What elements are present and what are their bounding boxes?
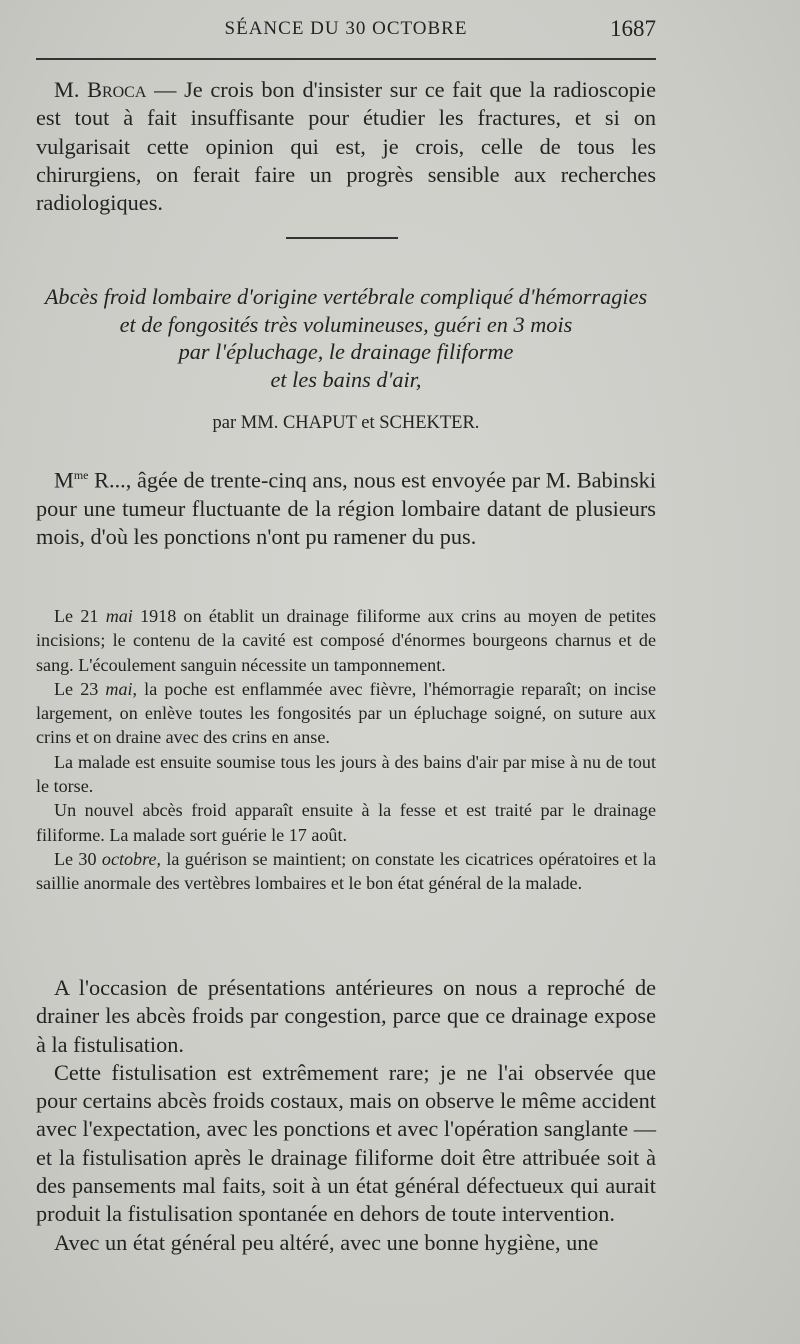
title-line: et les bains d'air, — [270, 366, 422, 392]
intro-lead: M — [54, 467, 74, 493]
running-title: SÉANCE DU 30 OCTOBRE — [224, 18, 468, 39]
discussion-paragraph: Avec un état général peu altéré, avec une bonne hygiène, une — [54, 1229, 599, 1255]
case-report — [36, 604, 656, 896]
discussion-paragraph: A l'occasion de présentations antérieures on nous a reproché de drainer les abcès froids par congestion, parce que ce drainage expose à la fistulisation. — [36, 975, 656, 1057]
broca-paragraph — [36, 76, 656, 217]
section-separator — [286, 237, 398, 239]
intro-text: R..., âgée de trente-cinq ans, nous est envoyée par M. Babinski pour une tumeur fluctuante de la région lombaire datant de plusieurs mois, d'où les ponctions n'ont pu ramener du pus. — [36, 467, 656, 550]
broca-remark — [36, 76, 656, 217]
article-byline: par MM. CHAPUT et SCHEKTER. — [212, 413, 480, 433]
case-paragraph: Le 21 mai 1918 on établit un drainage filiforme aux crins au moyen de petites incisions; le contenu de la cavité est composé d'énormes bourgeons charnus et de sang. L'écoulement sanguin nécessite un tamponnement. — [36, 606, 656, 675]
discussion-paragraph: Cette fistulisation est extrêmement rare; je ne l'ai observée que pour certains abcès froids costaux, mais on observe le même accident avec l'expectation, avec les ponctions et avec l'opération sanglante — et la fistulisation après le drainage filiforme doit être attribuée soit à des pansements mal faits, soit à un état général défectueux qui aurait produit la fistulisation spontanée en dehors de toute intervention. — [36, 1059, 656, 1227]
article-title — [36, 283, 656, 393]
case-paragraph: Un nouvel abcès froid apparaît ensuite à la fesse et est traité par le drainage filiforme. La malade sort guérie le 17 août. — [36, 800, 656, 845]
case-paragraph: La malade est ensuite soumise tous les jours à des bains d'air par mise à nu de tout le torse. — [36, 751, 656, 797]
running-header — [36, 16, 656, 46]
case-paragraph: Le 23 mai, la poche est enflammée avec fièvre, l'hémorragie reparaît; on incise largement, on enlève toutes les fongosités par un épluchage soigné, on suture aux crins et on draine avec des crins en anse. — [36, 678, 656, 748]
title-line: et de fongosités très volumineuses, guéri en 3 mois — [119, 311, 573, 337]
speaker-name: M. Broca — [54, 77, 147, 102]
article-intro — [36, 461, 656, 551]
discussion — [36, 974, 656, 1257]
title-line: par l'épluchage, le drainage filiforme — [178, 339, 514, 364]
title-line: Abcès froid lombaire d'origine vertébrale compliqué d'hémorragies — [44, 284, 648, 309]
intro-lead-sup: me — [73, 468, 89, 482]
case-paragraph: Le 30 octobre, la guérison se maintient; on constate les cicatrices opératoires et la saillie anormale des vertèbres lombaires et le bon état général de la malade. — [36, 848, 656, 894]
broca-text: — Je crois bon d'insister sur ce fait que la radioscopie est tout à fait insuffisante pour étudier les fractures, et si on vulgarisait cette opinion qui est, je crois, celle de tous les chirurgiens, on ferait faire un progrès sensible aux recherches radiologiques. — [36, 77, 656, 216]
header-rule — [36, 58, 656, 60]
intro-paragraph — [36, 461, 656, 551]
page-number: 1687 — [610, 16, 656, 41]
